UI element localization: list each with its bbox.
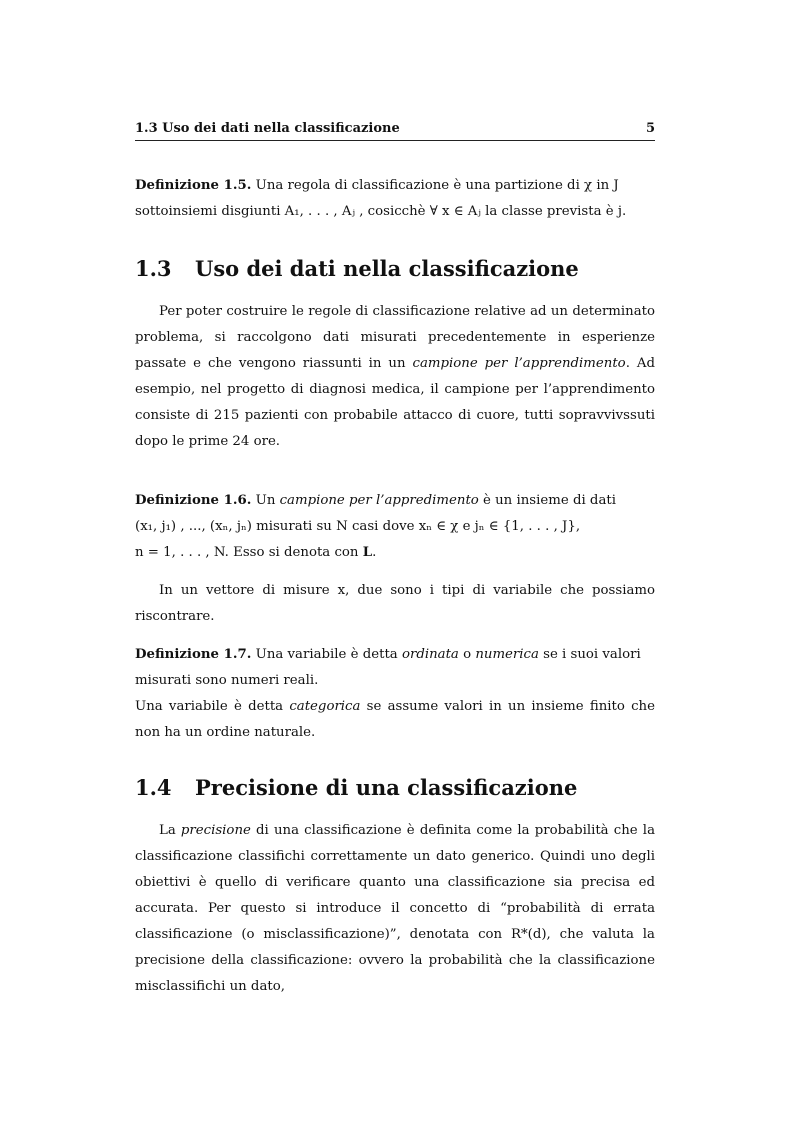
definition-text: è un insieme di dati (478, 493, 616, 508)
paragraph-text: di una classificazione è definita come la probabilità che la classificazione classifichi correttamente un dato generico. Quindi uno degli obiettivi è quello di verificare quanto una classificazione sia precisa ed accurata. Per questo si introduce il concetto di “probabilità di errata classificazione (o misclassificazione)”, denotata con R*(d), che valuta la precisione della classificazione: ovvero la probabilità che la classificazione misclassifichi un dato, (135, 823, 655, 994)
definition-text-line-2: (x₁, j₁) , ..., (xₙ, jₙ) misurati su N casi dove xₙ ∈ χ e jₙ ∈ {1, . . . , J}, (135, 519, 581, 534)
section-number: 1.3 (135, 256, 172, 281)
paragraph-text: . Ad esempio, nel progetto di diagnosi medica, il campione per l’apprendimento consiste di 215 pazienti con probabile attacco di cuore, tutti sopravvivssuti dopo le prime 24 ore. (135, 356, 655, 449)
section-1-4-paragraph (135, 818, 655, 1000)
section-heading-1-4 (135, 775, 577, 800)
definition-text: o (458, 647, 476, 662)
section-heading-1-3 (135, 256, 579, 281)
definition-label: Definizione 1.6. (135, 493, 252, 508)
section-1-3-paragraph (135, 299, 655, 455)
emphasis-text: campione per l’apprendimento (412, 356, 626, 371)
definition-text-line-2: sottoinsiemi disgiunti A₁, . . . , Aⱼ , cosicchè ∀ x ∈ Aⱼ la classe prevista è j. (135, 204, 627, 219)
definition-label: Definizione 1.5. (135, 178, 252, 193)
emphasis-text: campione per l’appredimento (279, 493, 479, 508)
section-title: Uso dei dati nella classificazione (195, 256, 579, 281)
paragraph-vettore (135, 578, 655, 630)
running-header-title: 1.3 Uso dei dati nella classificazione (135, 121, 400, 136)
bold-symbol: L (362, 545, 373, 560)
emphasis-text: ordinata (401, 647, 459, 662)
paragraph-text: La (159, 823, 181, 838)
definition-1-6 (135, 488, 655, 566)
section-title: Precisione di una classificazione (195, 775, 578, 800)
definition-text-line-1: Una regola di classificazione è una partizione di χ in J (255, 178, 619, 193)
paragraph-text: Per poter costruire le regole di classificazione relative ad un determinato problema, si raccolgono dati misurati precedentemente in esperienze passate e che vengono riassunti in un (135, 304, 655, 371)
definition-text: Una variabile è detta (135, 699, 290, 714)
section-number: 1.4 (135, 775, 172, 800)
page-number: 5 (645, 121, 655, 136)
emphasis-text: precisione (180, 823, 251, 838)
definition-1-5 (135, 173, 655, 225)
paragraph-text: In un vettore di misure x, due sono i tipi di variabile che possiamo riscontrare. (135, 583, 655, 624)
definition-text: Un (255, 493, 280, 508)
definition-text: . (372, 545, 377, 560)
running-header (135, 121, 655, 141)
emphasis-text: categorica (289, 699, 361, 714)
definition-text: Una variabile è detta (255, 647, 402, 662)
definition-text: se i suoi valori misurati sono numeri reali. (135, 647, 641, 688)
emphasis-text: numerica (475, 647, 539, 662)
definition-text: se assume valori in un insieme finito che non ha un ordine naturale. (135, 699, 655, 740)
definition-1-7 (135, 642, 655, 746)
definition-label: Definizione 1.7. (135, 647, 252, 662)
definition-text: n = 1, . . . , N. Esso si denota con (135, 545, 363, 560)
